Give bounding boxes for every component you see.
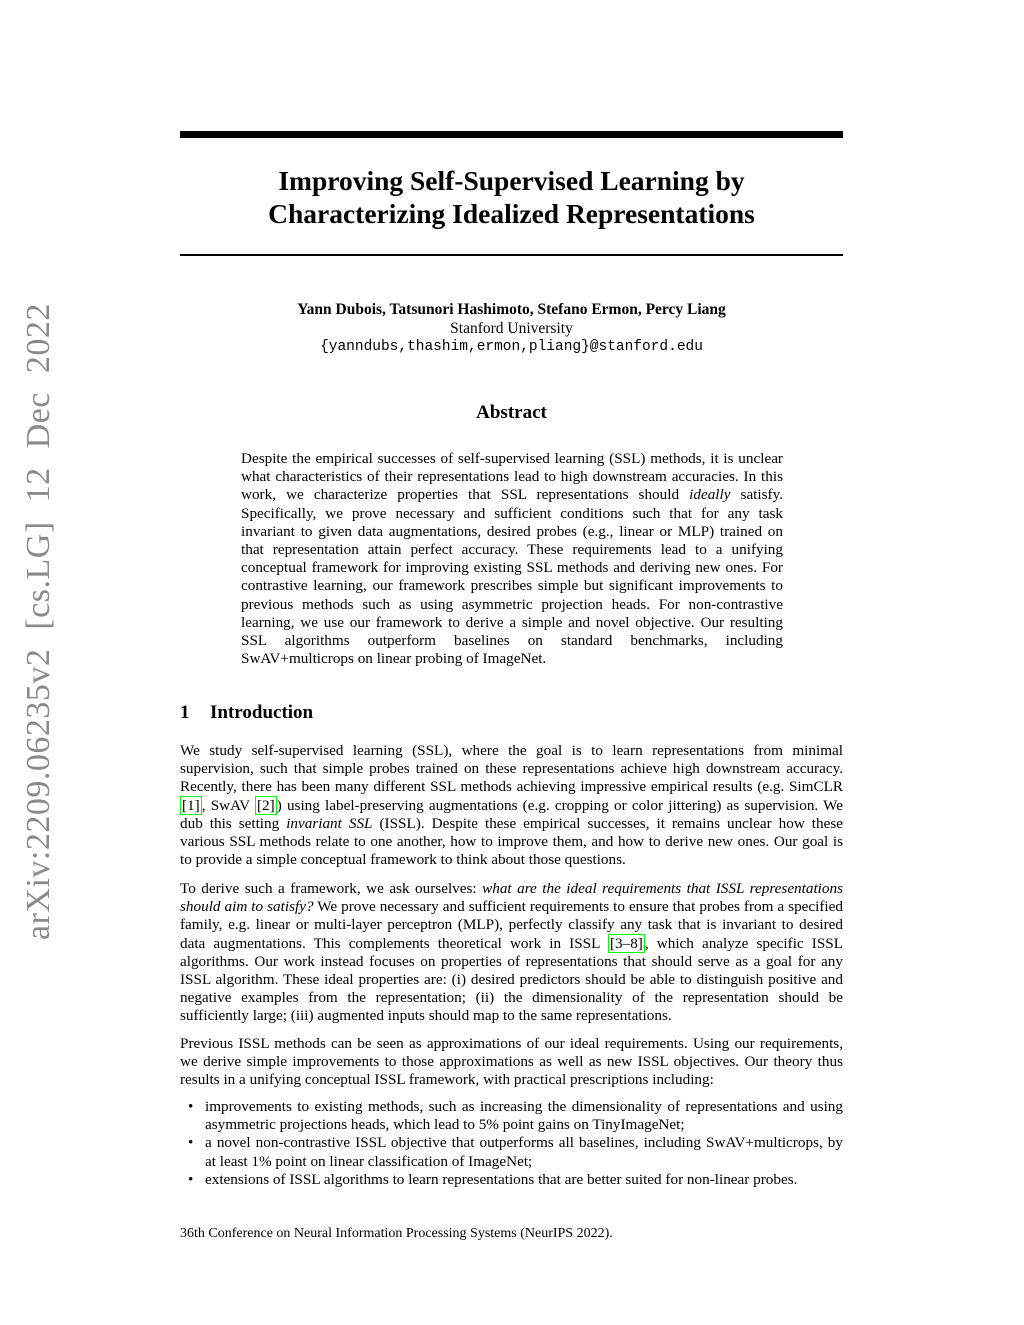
intro-paragraph-1 <box>180 742 843 869</box>
abstract-body <box>241 450 783 668</box>
intro-p2-text-a: To derive such a framework, we ask ourselves: <box>180 880 483 897</box>
intro-p1-text-d: (ISSL). Despite these empirical successes, it remains unclear how these various SSL methods relate to one another, how to improve them, and how to derive new ones. Our goal is to provide a simple conceptual framework to think about those questions. <box>180 814 843 869</box>
intro-p1-emphasis: invariant SSL <box>286 814 373 832</box>
arxiv-side-stamp: arXiv:2209.06235v2 [cs.LG] 12 Dec 2022 <box>20 303 57 940</box>
abstract-heading: Abstract <box>476 402 547 423</box>
paper-title-line-2: Characterizing Idealized Representations <box>268 198 755 229</box>
contributions-list <box>180 1098 843 1189</box>
conference-footnote: 36th Conference on Neural Information Processing Systems (NeurIPS 2022). <box>180 1226 613 1241</box>
title-bottom-rule <box>180 254 843 256</box>
intro-p1-text-c: ) using label-preserving augmentations (e.g. cropping or color jittering) as supervision. We dub this setting <box>180 796 843 832</box>
intro-p1-text-b: , SwAV <box>201 796 255 814</box>
paper-title-line-1: Improving Self-Supervised Learning by <box>278 165 745 196</box>
list-item: • improvements to existing methods, such as increasing the dimensionality of representations and using asymmetric projections heads, which lead to 5% point gains on TinyImageNet; <box>180 1098 843 1134</box>
intro-p2-text-c: , which analyze specific ISSL algorithms. Our work instead focuses on properties of representations that should serve as a goal for any ISSL algorithm. These ideal properties are: (i) desired predictors should be able to distinguish positive and negative examples from the representation; (ii) the dimensionality of the representation should be sufficiently large; (iii) augmented inputs should map to the same representations. <box>180 934 843 1025</box>
author-affiliation: Stanford University <box>450 320 573 337</box>
title-top-rule <box>180 131 843 138</box>
section-number: 1 <box>180 702 190 723</box>
abstract-text-part1: Despite the empirical successes of self-supervised learning (SSL) methods, it is unclear what characteristics of their representations lead to high downstream accuracies. In this work, we characterize properties that SSL representations should <box>241 450 783 504</box>
abstract-text-part2: satisfy. Specifically, we prove necessary and sufficient conditions such that for any task invariant to given data augmentations, desired probes (e.g., linear or MLP) trained on that representation attain perfect accuracy. These requirements lead to a unifying conceptual framework for improving existing SSL methods and deriving new ones. For contrastive learning, our framework prescribes simple but significant improvements to previous methods such as using asymmetric projection heads. For non-contrastive learning, we use our framework to derive a simple and novel objective. Our resulting SSL algorithms outperform baselines on standard benchmarks, including SwAV+multicrops on linear probing of ImageNet. <box>241 486 783 668</box>
author-block <box>180 300 843 357</box>
author-names: Yann Dubois, Tatsunori Hashimoto, Stefano Ermon, Percy Liang <box>297 301 726 318</box>
paper-title <box>180 164 843 230</box>
citation-link-1[interactable]: [1] <box>182 796 200 814</box>
abstract-emphasis: ideally <box>689 486 731 504</box>
section-title: Introduction <box>210 702 314 723</box>
list-item: • a novel non-contrastive ISSL objective that outperforms all baselines, including SwAV+multicrops, by at least 1% point on linear classification of ImageNet; <box>180 1134 843 1170</box>
intro-paragraph-2 <box>180 880 843 1026</box>
citation-link-2[interactable]: [2] <box>257 796 275 814</box>
intro-p1-text-a: We study self-supervised learning (SSL), where the goal is to learn representations from minimal supervision, such that simple probes trained on these representations achieve high downstream accuracy. Recently, there has been many different SSL methods achieving impressive empirical results (e.g. SimCLR <box>180 742 843 796</box>
author-email: {yanndubs,thashim,ermon,pliang}@stanford.edu <box>320 339 703 355</box>
intro-p2-emphasis: what are the ideal requirements that ISSL representations should aim to satisfy? <box>180 880 844 916</box>
section-heading-introduction <box>180 702 313 724</box>
list-item: • extensions of ISSL algorithms to learn representations that are better suited for non-linear probes. <box>180 1171 843 1189</box>
intro-paragraph-3: Previous ISSL methods can be seen as approximations of our ideal requirements. Using our requirements, we derive simple improvements to those approximations as well as new ISSL objectives. Our theory thus results in a unifying conceptual ISSL framework, with practical prescriptions including: <box>180 1035 843 1089</box>
citation-link-3-8[interactable]: [3–8] <box>609 934 643 952</box>
intro-p2-text-b: We prove necessary and sufficient requirements to ensure that probes from a specified family, e.g. linear or multi-layer perceptron (MLP), perfectly classify any task that is invariant to desired data augmentations. This complements theoretical work in ISSL <box>180 898 843 952</box>
